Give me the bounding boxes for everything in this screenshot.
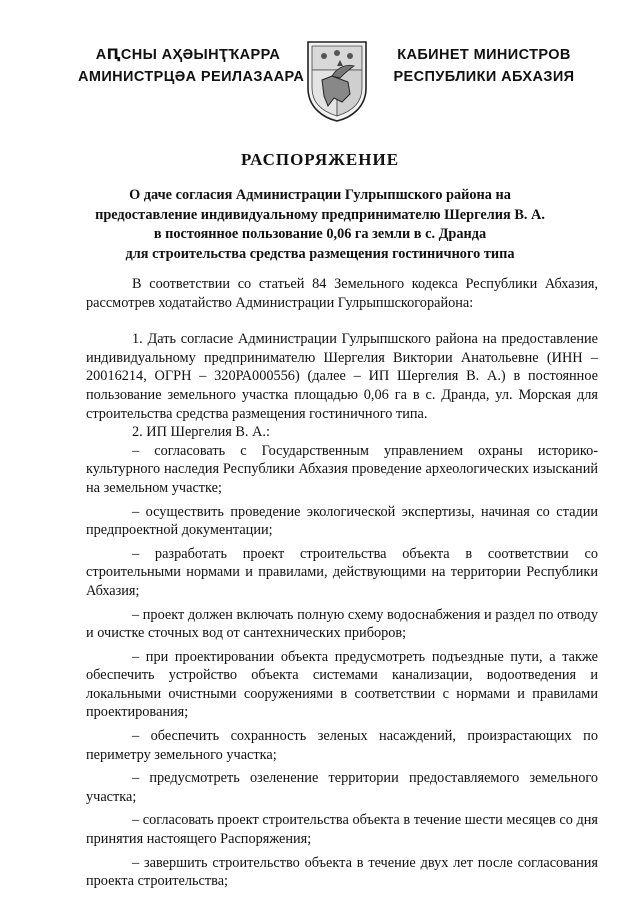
header-russian-name [384,44,584,88]
subject-line-3: в постоянное пользование 0,06 га земли в с. Дранда [153,226,487,242]
item-2-heading: 2. ИП Шергелия В. А.: [132,424,270,441]
document-header [0,36,640,126]
item-1-paragraph: 1. Дать согласие Администрации Гулрыпшского района на предоставление индивидуальному предпринимателю Шергелия Виктории Анатольевне (ИНН – 20016214, ОГРН – 320РА000556) (далее – ИП Шергелия В. А.) в постоянное пользование земельного участка площадью 0,06 га в с. Дранда, ул. Морская для строительства средства размещения гостиничного типа. [86,331,598,422]
obligation-paragraph: – при проектировании объекта предусмотреть подъездные пути, а также обеспечить устройство объекта системами канализации, водоотведения и локальными очистными сооружениями в соответствии с нормами и правилами проектирования; [86,648,598,721]
document-body [86,275,598,896]
preamble-paragraph: В соответствии со статьей 84 Земельного кодекса Республики Абхазия, рассмотрев ходатайство Администрации Гулрыпшскогорайона: [86,276,598,311]
document-subject [70,186,570,264]
coat-of-arms-icon [304,36,370,122]
header-abkhaz-name [78,44,305,88]
obligation-paragraph: – обеспечить сохранность зеленых насаждений, произрастающих по периметру земельного участка; [86,728,598,763]
obligation-paragraph: – согласовать с Государственным управлением охраны историко-культурного наследия Республики Абхазия проведение археологических изысканий на земельном участке; [86,442,598,496]
obligation-paragraph: – осуществить проведение экологической экспертизы, начиная со стадии предпроектной документации; [86,503,598,539]
header-left-line-1: АԤСНЫ АҲӘЫНҬҠАРРА [95,47,281,63]
header-left-line-2: АМИНИСТРЦӘА РЕИЛАЗААРА [78,69,305,85]
subject-line-4: для строительства средства размещения гостиничного типа [125,245,515,262]
header-right-line-2: РЕСПУБЛИКИ АБХАЗИЯ [393,69,575,85]
obligation-paragraph: – проект должен включать полную схему водоснабжения и раздел по отводу и очистке сточных вод от сантехнических приборов; [86,606,598,642]
subject-line-1: О даче согласия Администрации Гулрыпшского района на [129,187,511,203]
obligation-paragraph: – завершить строительство объекта в течение двух лет после согласования проекта строительства; [86,854,598,890]
header-right-line-1: КАБИНЕТ МИНИСТРОВ [397,47,571,63]
obligation-paragraph: – согласовать проект строительства объекта в течение шести месяцев со дня принятия настоящего Распоряжения; [86,812,598,848]
obligation-paragraph: – предусмотреть озеленение территории предоставляемого земельного участка; [86,770,598,805]
document-title: РАСПОРЯЖЕНИЕ [240,150,400,169]
obligation-paragraph: – разработать проект строительства объекта в соответствии со строительными нормами и правилами, действующими на территории Республики Абхазия; [86,545,598,599]
subject-line-2: предоставление индивидуальному предпринимателю Шергелия В. А. [95,206,545,223]
